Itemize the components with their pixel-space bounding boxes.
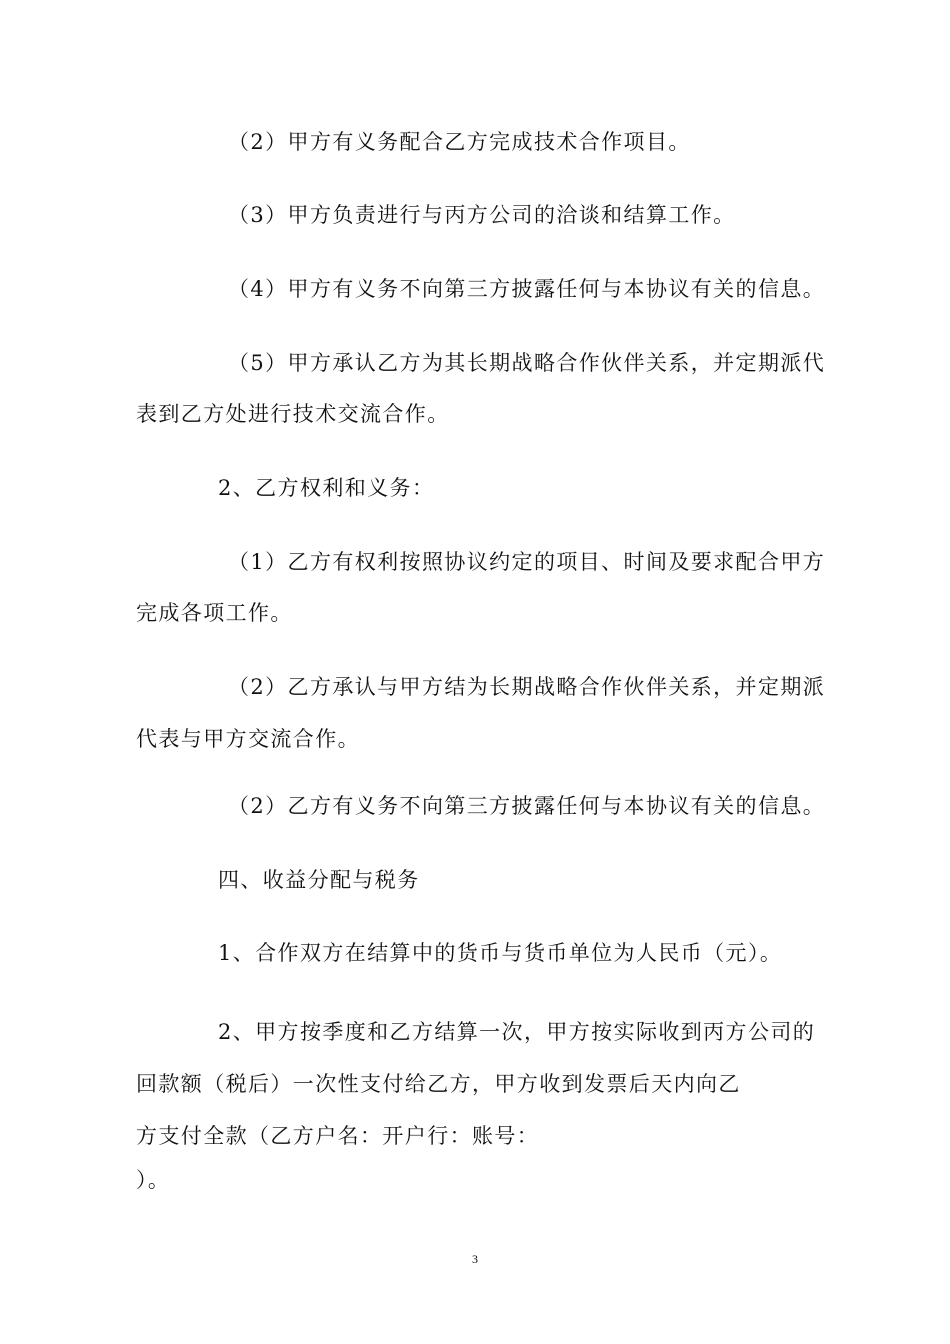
paragraph-line: （4）甲方有义务不向第三方披露任何与本协议有关的信息。 xyxy=(228,277,826,301)
paragraph-line: （5）甲方承认乙方为其长期战略合作伙伴关系，并定期派代 xyxy=(228,351,826,375)
paragraph-line: （2）乙方有义务不向第三方披露任何与本协议有关的信息。 xyxy=(228,794,826,818)
section-heading: 四、收益分配与税务 xyxy=(218,868,420,892)
paragraph-line: 完成各项工作。 xyxy=(136,601,293,625)
paragraph-line: 1、合作双方在结算中的货币与货币单位为人民币（元）。 xyxy=(218,941,783,965)
paragraph-line: 2、甲方按季度和乙方结算一次，甲方按实际收到丙方公司的 xyxy=(218,1020,816,1044)
paragraph-line: （1）乙方有权利按照协议约定的项目、时间及要求配合甲方 xyxy=(228,550,826,574)
page-number: 3 xyxy=(472,1252,478,1266)
paragraph-line: 表到乙方处进行技术交流合作。 xyxy=(136,402,450,426)
paragraph-line: （2）乙方承认与甲方结为长期战略合作伙伴关系，并定期派 xyxy=(228,675,826,699)
paragraph-line: 回款额（税后）一次性支付给乙方，甲方收到发票后天内向乙 xyxy=(136,1072,741,1096)
paragraph-line: 方支付全款（乙方户名：开户行：账号： xyxy=(136,1124,540,1148)
paragraph-line: 代表与甲方交流合作。 xyxy=(136,727,360,751)
paragraph-line: （2）甲方有义务配合乙方完成技术合作项目。 xyxy=(228,130,691,154)
paragraph-line: （3）甲方负责进行与丙方公司的洽谈和结算工作。 xyxy=(228,203,736,227)
section-heading: 2、乙方权利和义务： xyxy=(218,476,435,500)
paragraph-line: ）。 xyxy=(136,1168,171,1192)
